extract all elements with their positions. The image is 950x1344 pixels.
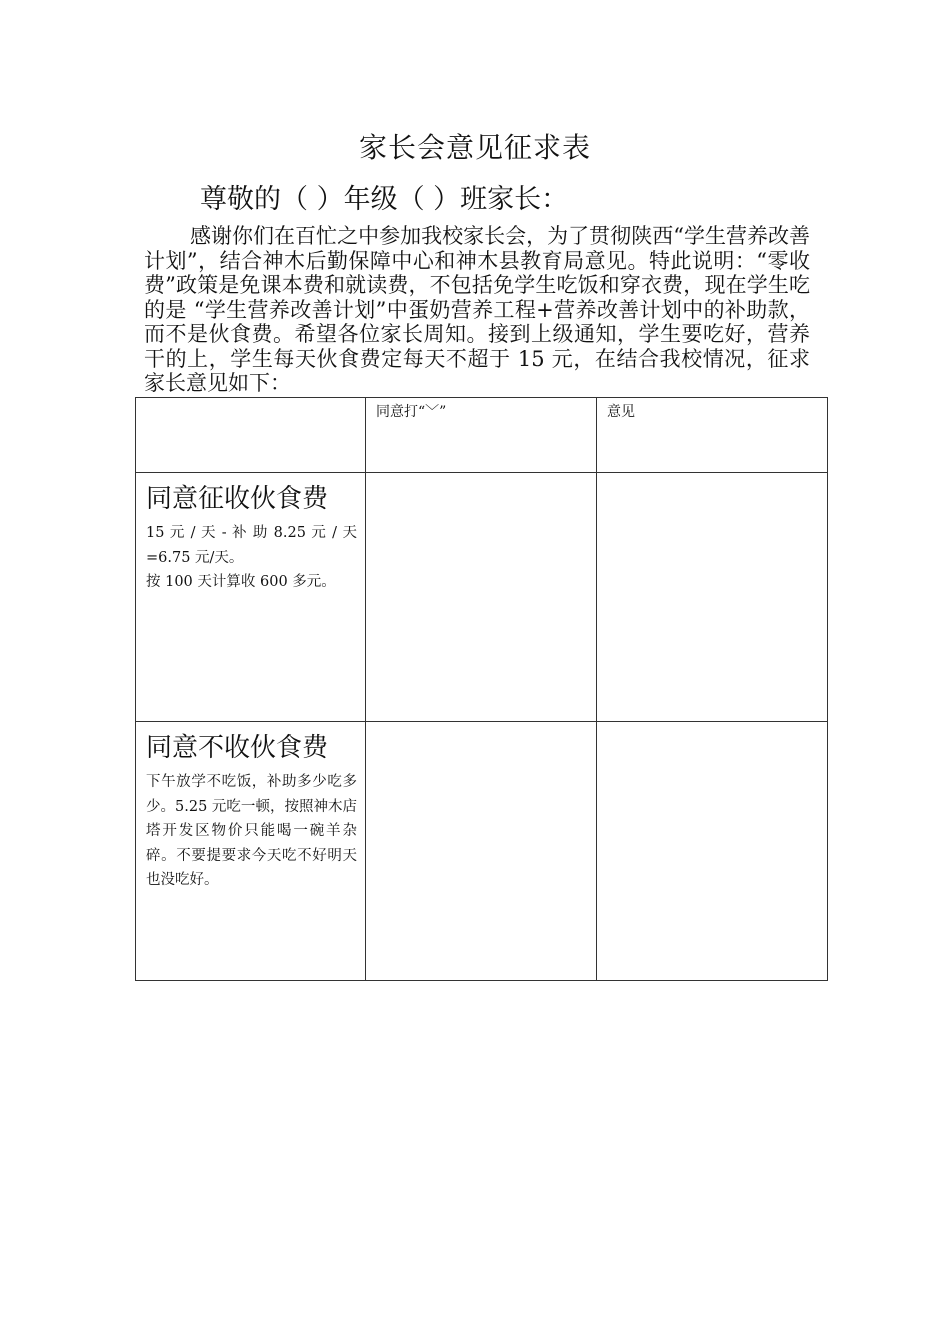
option-title: 同意征收伙食费 xyxy=(146,484,329,514)
table-row xyxy=(136,722,828,981)
header-label-opinion: 意见 xyxy=(607,404,635,420)
header-cell-agree xyxy=(366,398,597,473)
intro-paragraph: 感谢你们在百忙之中参加我校家长会，为了贯彻陕西“学生营养改善计划”，结合神木后勤保障中心和神木县教育局意见。特此说明：“零收费”政策是免课本费和就读费，不包括免学生吃饭和穿衣费，现在学生吃的是 “学生营养改善计划”中蛋奶营养工程+营养改善计划中的补助款，而不是伙食费。希望各位家长周知。接到上级通知，学生要吃好，营养干的上，学生每天伙食费定每天不超于 15 元，在结合我校情况，征求家长意见如下： xyxy=(144,224,810,395)
header-label-agree: 同意打“﹀” xyxy=(376,404,447,420)
opinion-cell[interactable] xyxy=(597,722,828,981)
option-cell xyxy=(136,722,366,981)
header-label-blank xyxy=(136,398,365,403)
agree-checkmark-cell[interactable] xyxy=(366,473,597,722)
table-header-row xyxy=(136,398,828,473)
option-cell xyxy=(136,473,366,722)
greeting-line: 尊敬的（ ）年级（ ）班家长： xyxy=(200,184,569,215)
opinion-survey-table xyxy=(135,397,828,981)
option-title: 同意不收伙食费 xyxy=(146,733,329,763)
opinion-cell[interactable] xyxy=(597,473,828,722)
agree-checkmark-cell[interactable] xyxy=(366,722,597,981)
page-title: 家长会意见征求表 xyxy=(358,131,591,164)
option-description-line: 15 元 / 天 - 补 助 8.25 元 / 天 =6.75 元/天。 xyxy=(146,525,357,566)
option-description-line: 按 100 天计算收 600 多元。 xyxy=(146,574,336,590)
table-row xyxy=(136,473,828,722)
header-cell-opinion xyxy=(597,398,828,473)
option-description-line: 下午放学不吃饭，补助多少吃多少。5.25 元吃一顿，按照神木店塔开发区物价只能喝一碗羊杂碎。不要提要求今天吃不好明天也没吃好。 xyxy=(146,774,357,888)
header-cell-blank xyxy=(136,398,366,473)
